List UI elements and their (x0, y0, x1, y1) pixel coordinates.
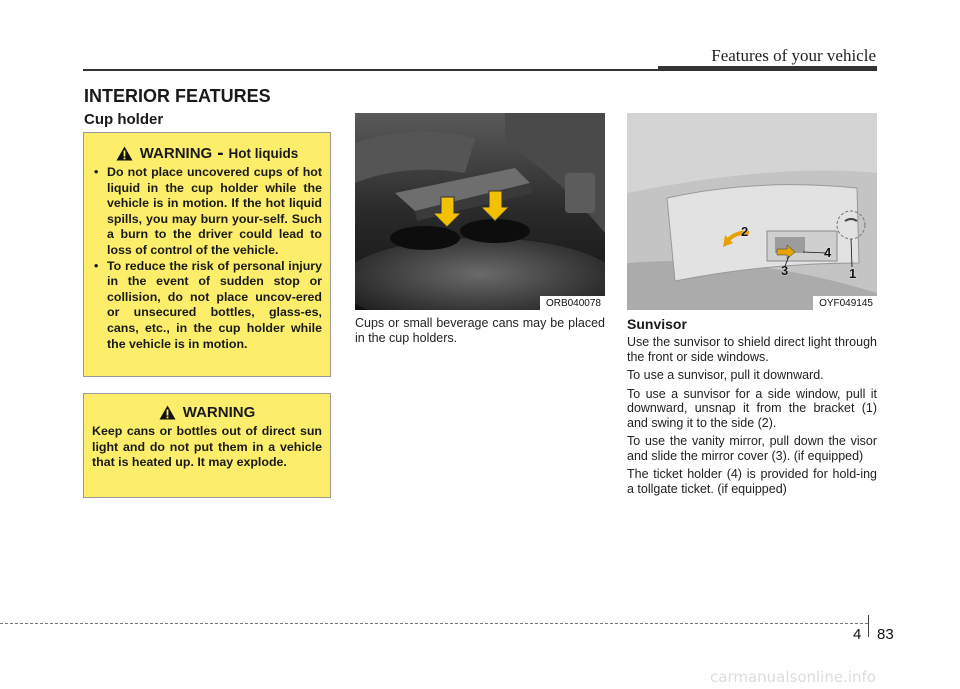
photo-code: ORB040078 (540, 296, 605, 310)
page-number: 83 (877, 626, 894, 643)
sunvisor-photo (627, 113, 877, 310)
header-rule (83, 69, 658, 71)
callout-number: 2 (741, 224, 749, 239)
warning-label: WARNING (139, 145, 213, 162)
warning-box-hot-liquids (83, 132, 331, 377)
callout-number: 3 (781, 263, 789, 278)
warning-triangle-icon (159, 405, 176, 420)
cup-holder-title: Cup holder (84, 111, 164, 128)
warning-label: WARNING (182, 404, 256, 421)
sunvisor-body (627, 335, 877, 500)
warning-heading (84, 145, 330, 162)
sunvisor-illustration (627, 113, 877, 310)
warning-subheading: Hot liquids (228, 146, 299, 161)
warning-text: Keep cans or bottles out of direct sun light and do not put them in a vehicle that is heated up. It may explode. (92, 424, 322, 470)
warning-triangle-icon (116, 146, 133, 161)
sunvisor-paragraph: The ticket holder (4) is provided for hold-ing a tollgate ticket. (if equipped) (627, 467, 877, 496)
footer-rule (0, 623, 868, 624)
footer-separator (868, 615, 869, 637)
cup-holder-photo (355, 113, 605, 310)
section-number: 4 (853, 626, 862, 643)
watermark: carmanualsonline.info (710, 668, 876, 686)
sunvisor-paragraph: To use the vanity mirror, pull down the visor and slide the mirror cover (3). (if equipped) (627, 434, 877, 463)
sunvisor-paragraph: To use a sunvisor for a side window, pull it downward, unsnap it from the bracket (1) and swing it to the side (2). (627, 386, 877, 430)
callout-number: 4 (824, 245, 832, 260)
photo-code: OYF049145 (813, 296, 877, 310)
warning-item: • Do not place uncovered cups of hot liquid in the cup holder while the vehicle is in motion. If the hot liquid spills, you may burn your-self. Such a burn to the driver could lead to loss of control of the vehicle. (92, 165, 322, 259)
warning-heading (84, 404, 330, 421)
warning-item: • To reduce the risk of personal injury in the event of sudden stop or collision, do not place uncov-ered or unsecured bottles, glass-es, cans, etc., in the cup holder while the vehicle is in motion. (92, 259, 322, 353)
section-title: INTERIOR FEATURES (84, 86, 271, 106)
warning-dash: - (217, 143, 224, 164)
cup-holder-text: Cups or small beverage cans may be placed in the cup holders. (355, 316, 605, 345)
sunvisor-paragraph: To use a sunvisor, pull it downward. (627, 368, 824, 382)
header-title: Features of your vehicle (711, 46, 876, 65)
callout-number: 1 (849, 266, 857, 281)
header-rule-bar (658, 66, 877, 71)
warning-list (84, 165, 330, 352)
sunvisor-paragraph: Use the sunvisor to shield direct light through the front or side windows. (627, 335, 877, 364)
warning-box-cans (83, 393, 331, 498)
sunvisor-title: Sunvisor (627, 316, 687, 332)
cup-holder-illustration (355, 113, 605, 310)
